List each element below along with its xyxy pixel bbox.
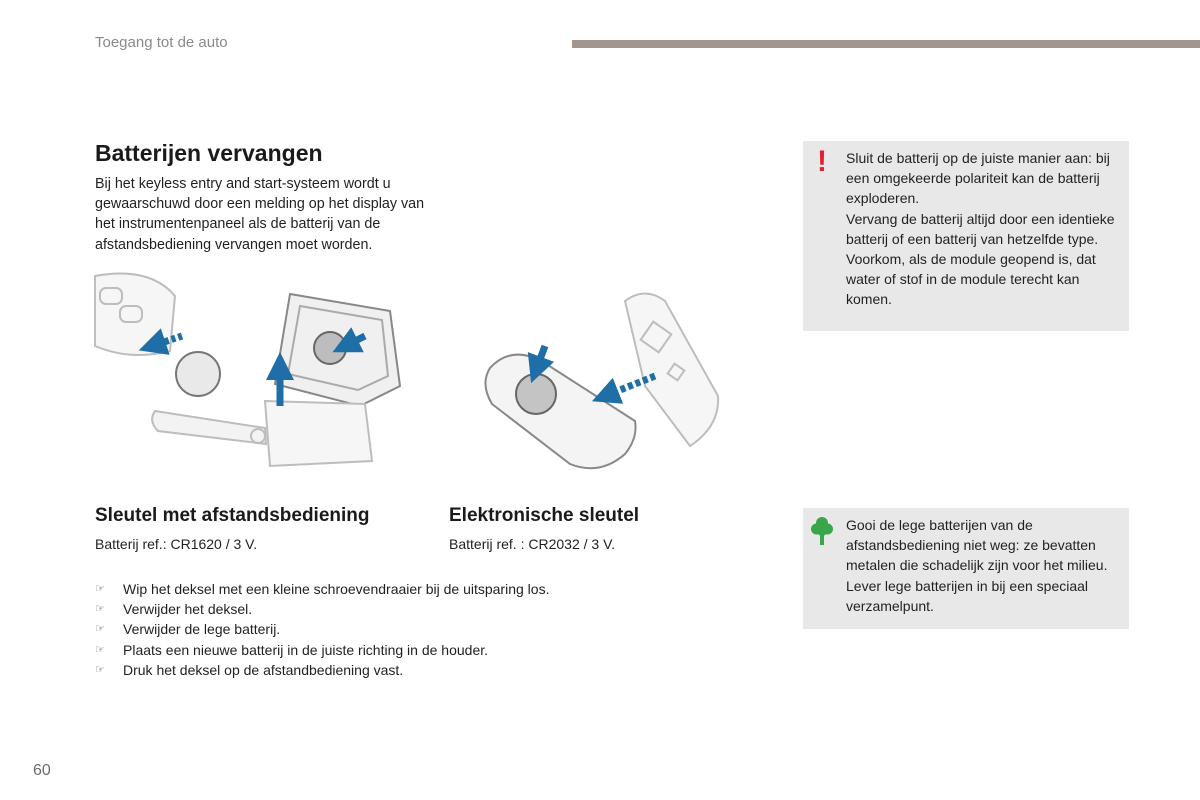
environment-box [803,508,1129,629]
warning-line: Vervang de batterij altijd door een identieke batterij of een batterij van hetzelfde type. [846,210,1115,247]
remote-key-illustration [95,274,400,467]
section-title: Batterijen vervangen [95,140,323,166]
warning-line: Voorkom, als de module geopend is, dat water of stof in de module terecht kan komen. [846,251,1096,308]
environment-text: Gooi de lege batterijen van de afstandsbediening niet weg: ze bevatten metalen die schadelijk zijn voor het milieu. Lever lege batterijen in bij een speciaal verzamelpunt. [846,517,1108,614]
pointing-hand-icon: ☞ [95,583,105,595]
header-bar [572,40,1200,48]
key-electronic-battery-ref: Batterij ref. : CR2032 / 3 V. [449,536,616,552]
steps-list [95,579,549,680]
exclamation-icon: ! [817,145,827,178]
battery-replacement-illustration [90,266,740,498]
list-item: ☞ Wip het deksel met een kleine schroevendraaier bij de uitsparing los. [95,579,549,599]
battery-in-holder [314,332,346,364]
battery-cr2032 [516,374,556,414]
battery-cr1620 [176,352,220,396]
key-electronic-title: Elektronische sleutel [449,505,640,526]
page-number: 60 [33,762,51,779]
key-remote-battery-ref: Batterij ref.: CR1620 / 3 V. [95,536,258,552]
list-item: ☞ Verwijder het deksel. [95,599,549,619]
list-item: ☞ Plaats een nieuwe batterij in de juiste richting in de houder. [95,640,549,660]
warning-text [846,148,1124,310]
warning-box [803,141,1129,331]
header-title: Toegang tot de auto [95,34,228,51]
list-item: ☞ Verwijder de lege batterij. [95,619,549,639]
warning-line: Sluit de batterij op de juiste manier aan: bij een omgekeerde polariteit kan de batterij exploderen. [846,150,1110,207]
intro-text: Bij het keyless entry and start-systeem wordt u gewaarschuwd door een melding op het display van het instrumentenpaneel als de batterij van de afstandsbediening vervangen moet worden. [95,176,425,253]
pointing-hand-icon: ☞ [95,663,105,676]
pointing-hand-icon: ☞ [95,643,105,656]
pointing-hand-icon: ☞ [95,603,105,616]
key-remote-title: Sleutel met afstandsbediening [95,505,370,526]
pointing-hand-icon: ☞ [95,623,105,636]
tree-icon [811,516,833,546]
list-item: ☞ Druk het deksel op de afstandbediening vast. [95,660,549,680]
